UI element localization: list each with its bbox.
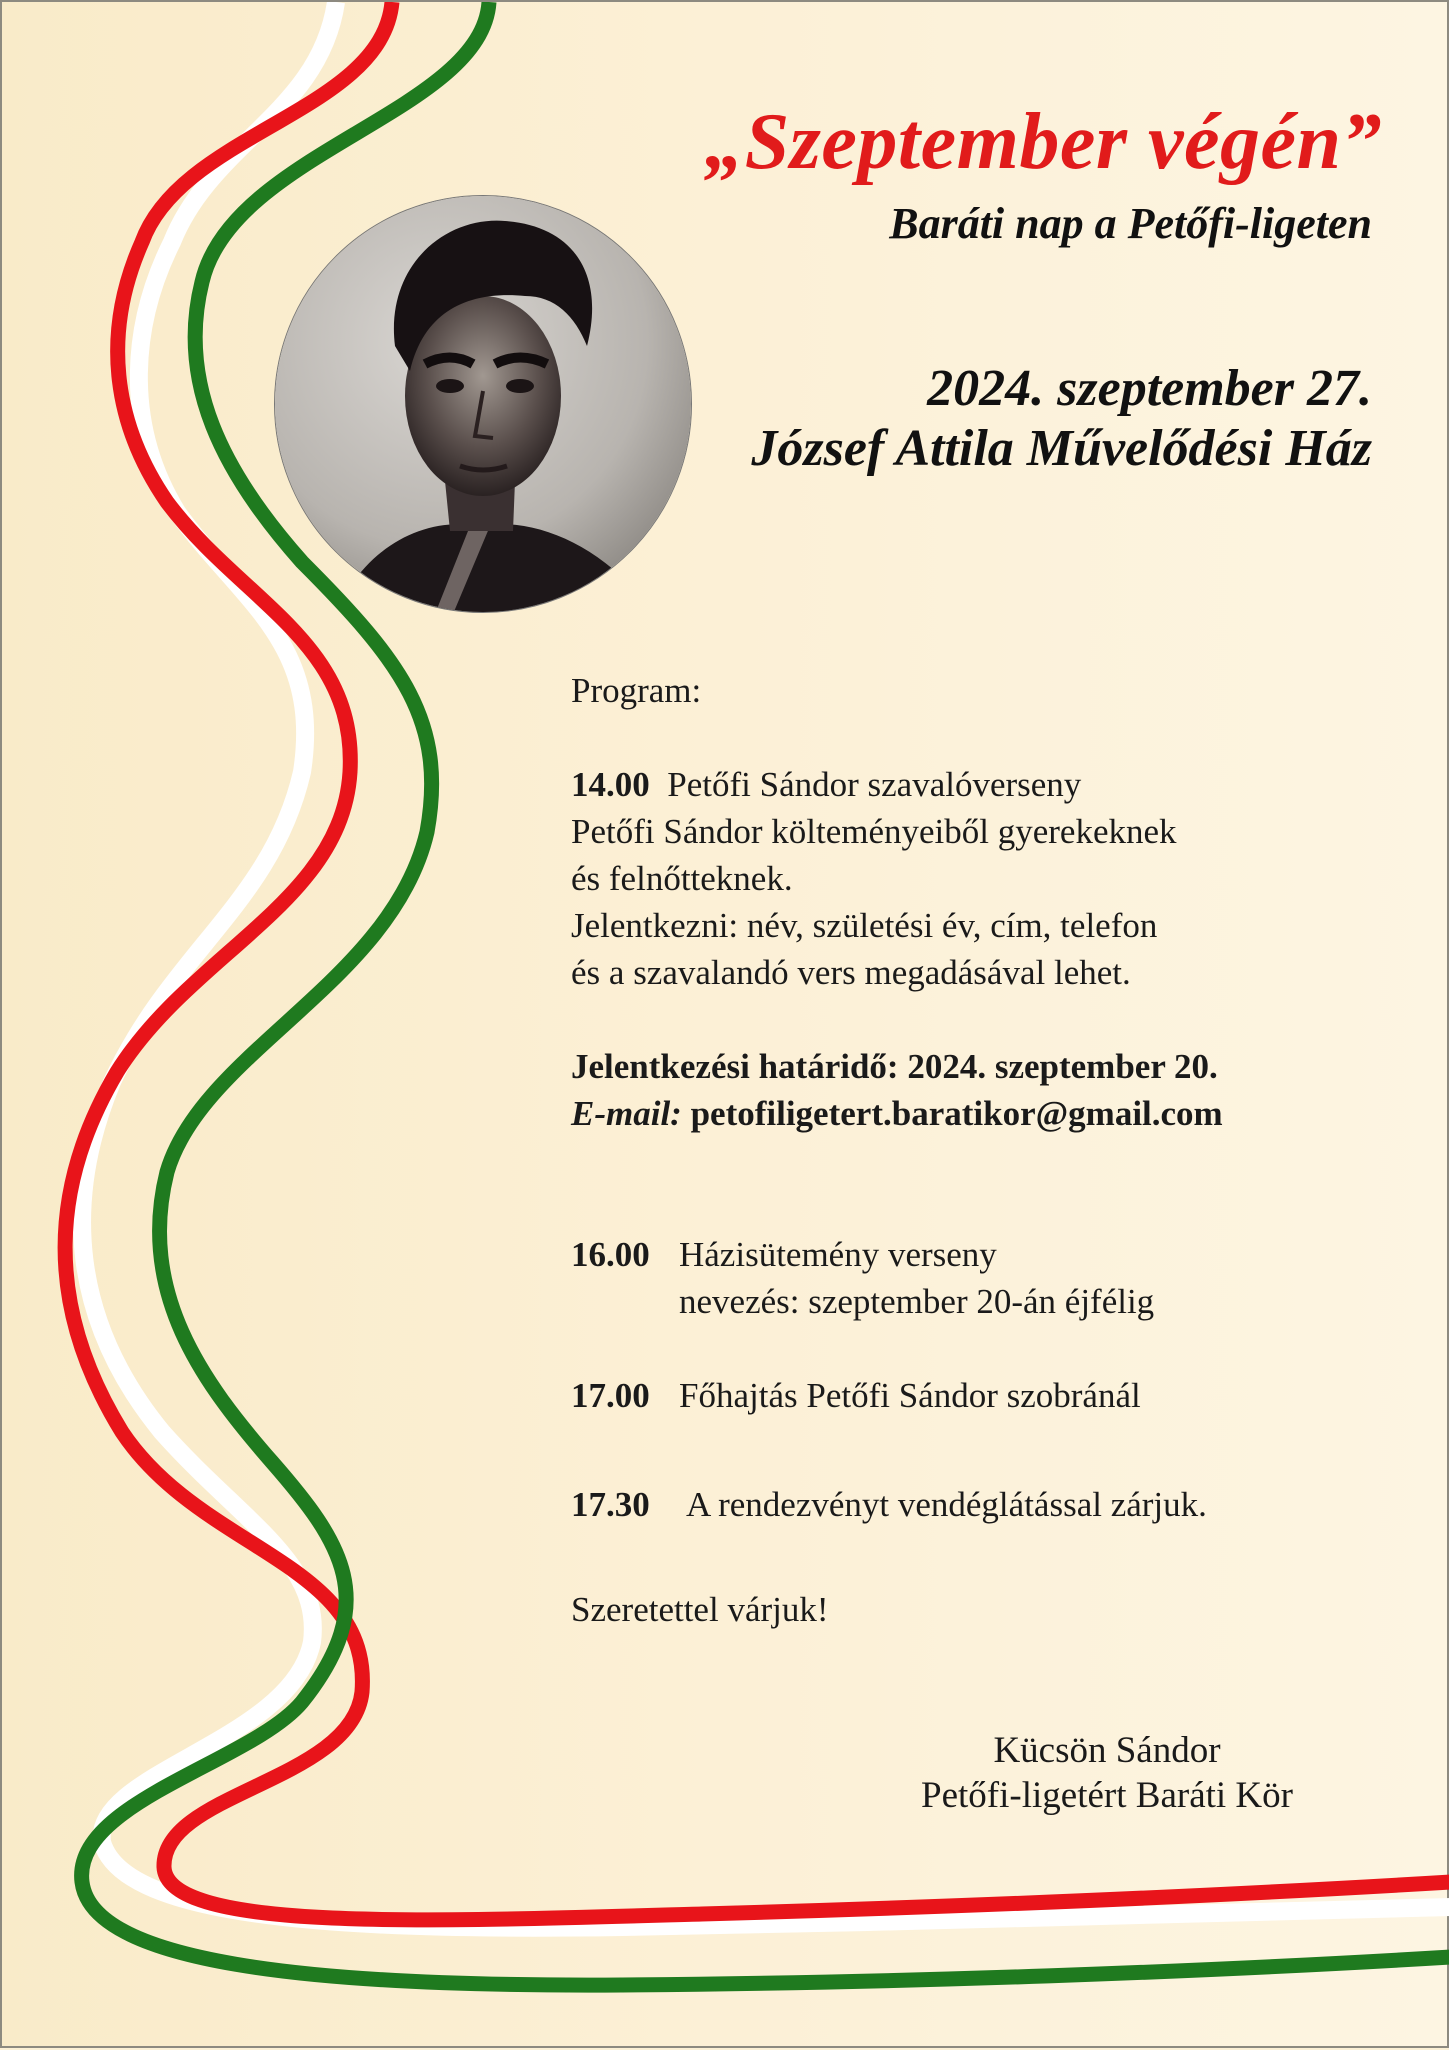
program-detail: és felnőtteknek. xyxy=(571,859,793,898)
registration-deadline: Jelentkezési határidő: 2024. szeptember 20. xyxy=(571,1047,1218,1086)
program-time: 16.00 xyxy=(571,1235,650,1274)
program-detail: Jelentkezni: név, születési év, cím, telefon xyxy=(571,906,1158,945)
program-title: Főhajtás Petőfi Sándor szobránál xyxy=(679,1376,1141,1415)
signature-name: Kücsön Sándor xyxy=(993,1730,1221,1771)
program-detail: és a szavalandó vers megadásával lehet. xyxy=(571,953,1131,992)
poster-subtitle: Baráti nap a Petőfi-ligeten xyxy=(889,199,1372,248)
program-time: 17.00 xyxy=(571,1376,650,1415)
program-time: 17.30 xyxy=(571,1485,650,1524)
program-detail: Petőfi Sándor költeményeiből gyerekeknek xyxy=(571,812,1177,851)
poster-title: „Szeptember végén” xyxy=(704,98,1382,186)
program-title: Petőfi Sándor szavalóverseny xyxy=(667,765,1082,804)
program-item-closing xyxy=(571,1481,1331,1528)
signature-org: Petőfi-ligetért Baráti Kör xyxy=(921,1775,1293,1816)
email-label: E-mail: xyxy=(571,1094,682,1133)
program-item-tribute xyxy=(571,1372,1331,1419)
event-date: 2024. szeptember 27. xyxy=(927,360,1372,417)
event-venue: József Attila Művelődési Ház xyxy=(751,420,1372,477)
program-item-recitation xyxy=(571,761,1331,996)
program-detail: nevezés: szeptember 20-án éjfélig xyxy=(679,1282,1155,1321)
program-section xyxy=(571,667,1331,1633)
email-link[interactable]: petofiligetert.baratikor@gmail.com xyxy=(690,1094,1223,1133)
signature-block xyxy=(882,1728,1332,1818)
program-heading: Program: xyxy=(571,671,702,710)
program-item-pastry xyxy=(571,1231,1331,1325)
program-title: A rendezvényt vendéglátással zárjuk. xyxy=(686,1485,1207,1524)
closing-greeting: Szeretettel várjuk! xyxy=(571,1590,829,1629)
program-title: Házisütemény verseny xyxy=(679,1235,997,1274)
program-time: 14.00 xyxy=(571,765,650,804)
